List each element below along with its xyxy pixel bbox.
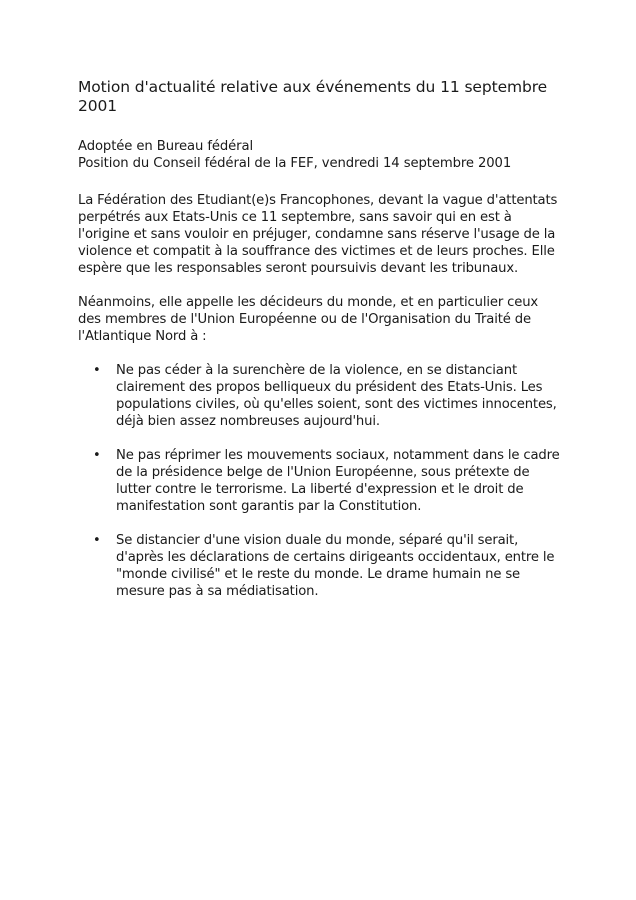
document-page [78,78,560,617]
bullet-icon: • [93,448,101,463]
paragraph-appeal: Néanmoins, elle appelle les décideurs du monde, et en particulier ceux des membres de l'Union Européenne ou de l'Organisation du Traité de l'Atlantique Nord à : [78,295,539,344]
paragraph-condemnation: La Fédération des Etudiant(e)s Francophones, devant la vague d'attentats perpétrés aux Etats-Unis ce 11 septembre, sans savoir qui en est à l'origine et sans vouloir en préjuger, condamne sans réserve l'usage de la violence et compatit à la souffrance des victimes et de leurs proches. Elle espère que les responsables seront poursuivis devant les tribunaux. [78,193,558,276]
list-item [78,532,560,600]
subtitle-position: Position du Conseil fédéral de la FEF, vendredi 14 septembre 2001 [78,156,512,171]
list-item-text: Ne pas réprimer les mouvements sociaux, notamment dans le cadre de la présidence belge de l'Union Européenne, sous prétexte de lutter contre le terrorisme. La liberté d'expression et le droit de manifestation sont garantis par la Constitution. [116,448,560,514]
document-title: Motion d'actualité relative aux événements du 11 septembre 2001 [78,78,548,115]
list-item [78,447,560,515]
bullet-icon: • [93,533,101,548]
list-item-text: Ne pas céder à la surenchère de la violence, en se distanciant clairement des propos belliqueux du président des Etats-Unis. Les populations civiles, où qu'elles soient, sont des victimes innocentes, déjà bien assez nombreuses aujourd'hui. [116,363,557,429]
subtitle-adoption: Adoptée en Bureau fédéral [78,139,254,154]
document-subtitle [78,138,560,172]
demands-list [78,362,560,600]
bullet-icon: • [93,363,101,378]
list-item-text: Se distancier d'une vision duale du monde, séparé qu'il serait, d'après les déclarations de certains dirigeants occidentaux, entre le "monde civilisé" et le reste du monde. Le drame humain ne se mesure pas à sa médiatisation. [116,533,555,599]
list-item [78,362,560,430]
